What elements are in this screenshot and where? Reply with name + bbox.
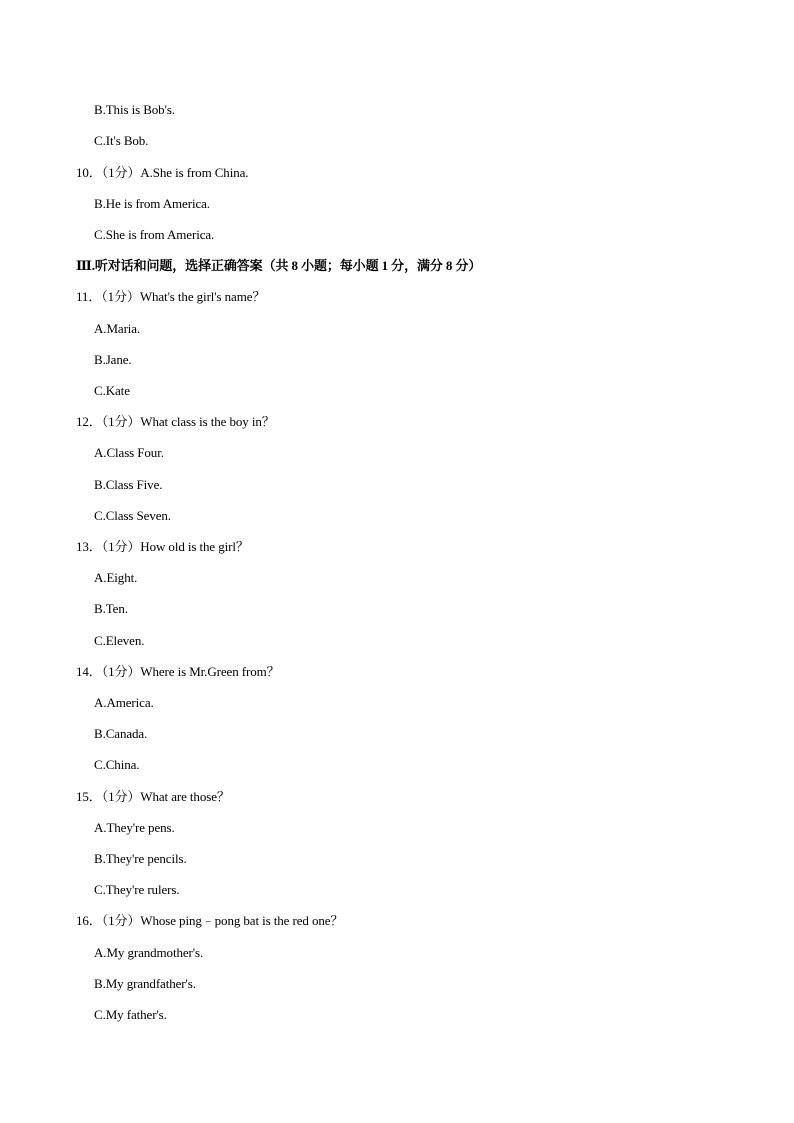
option-text: A.Maria. (94, 321, 141, 336)
option-text: A.Eight. (94, 570, 138, 585)
option-text: B.Canada. (94, 726, 148, 741)
option-text: C.It's Bob. (94, 133, 149, 148)
question-16-stem: 16．（1分）Whose ping﹣pong bat is the red one？ (76, 913, 344, 928)
option-text: B.Ten. (94, 601, 128, 616)
question-11-stem: 11．（1分）What's the girl's name？ (76, 289, 266, 304)
question-15-stem: 15．（1分）What are those？ (76, 789, 230, 804)
question-12-stem: 12．（1分）What class is the boy in？ (76, 414, 275, 429)
option-text: C.They're rulers. (94, 882, 180, 897)
option-text: C.Kate (94, 383, 130, 398)
option-text: A.Class Four. (94, 445, 164, 460)
option-text: B.Class Five. (94, 477, 163, 492)
option-text: B.He is from America. (94, 196, 210, 211)
question-14-stem: 14．（1分）Where is Mr.Green from？ (76, 664, 280, 679)
option-text: C.Class Seven. (94, 508, 171, 523)
option-text: A.They're pens. (94, 820, 175, 835)
option-text: A.My grandmother's. (94, 945, 204, 960)
section-heading: Ⅲ.听对话和问题，选择正确答案（共 8 小题；每小题 1 分，满分 8 分） (76, 258, 482, 273)
option-text: B.They're pencils. (94, 851, 187, 866)
question-13-stem: 13．（1分）How old is the girl？ (76, 539, 249, 554)
option-text: C.Eleven. (94, 633, 145, 648)
option-text: A.America. (94, 695, 154, 710)
option-text: C.China. (94, 757, 140, 772)
option-text: B.This is Bob's. (94, 102, 175, 117)
question-10-stem: 10．（1分）A.She is from China. (76, 165, 249, 180)
option-text: B.My grandfather's. (94, 976, 196, 991)
option-text: C.My father's. (94, 1007, 167, 1022)
option-text: B.Jane. (94, 352, 132, 367)
option-text: C.She is from America. (94, 227, 215, 242)
